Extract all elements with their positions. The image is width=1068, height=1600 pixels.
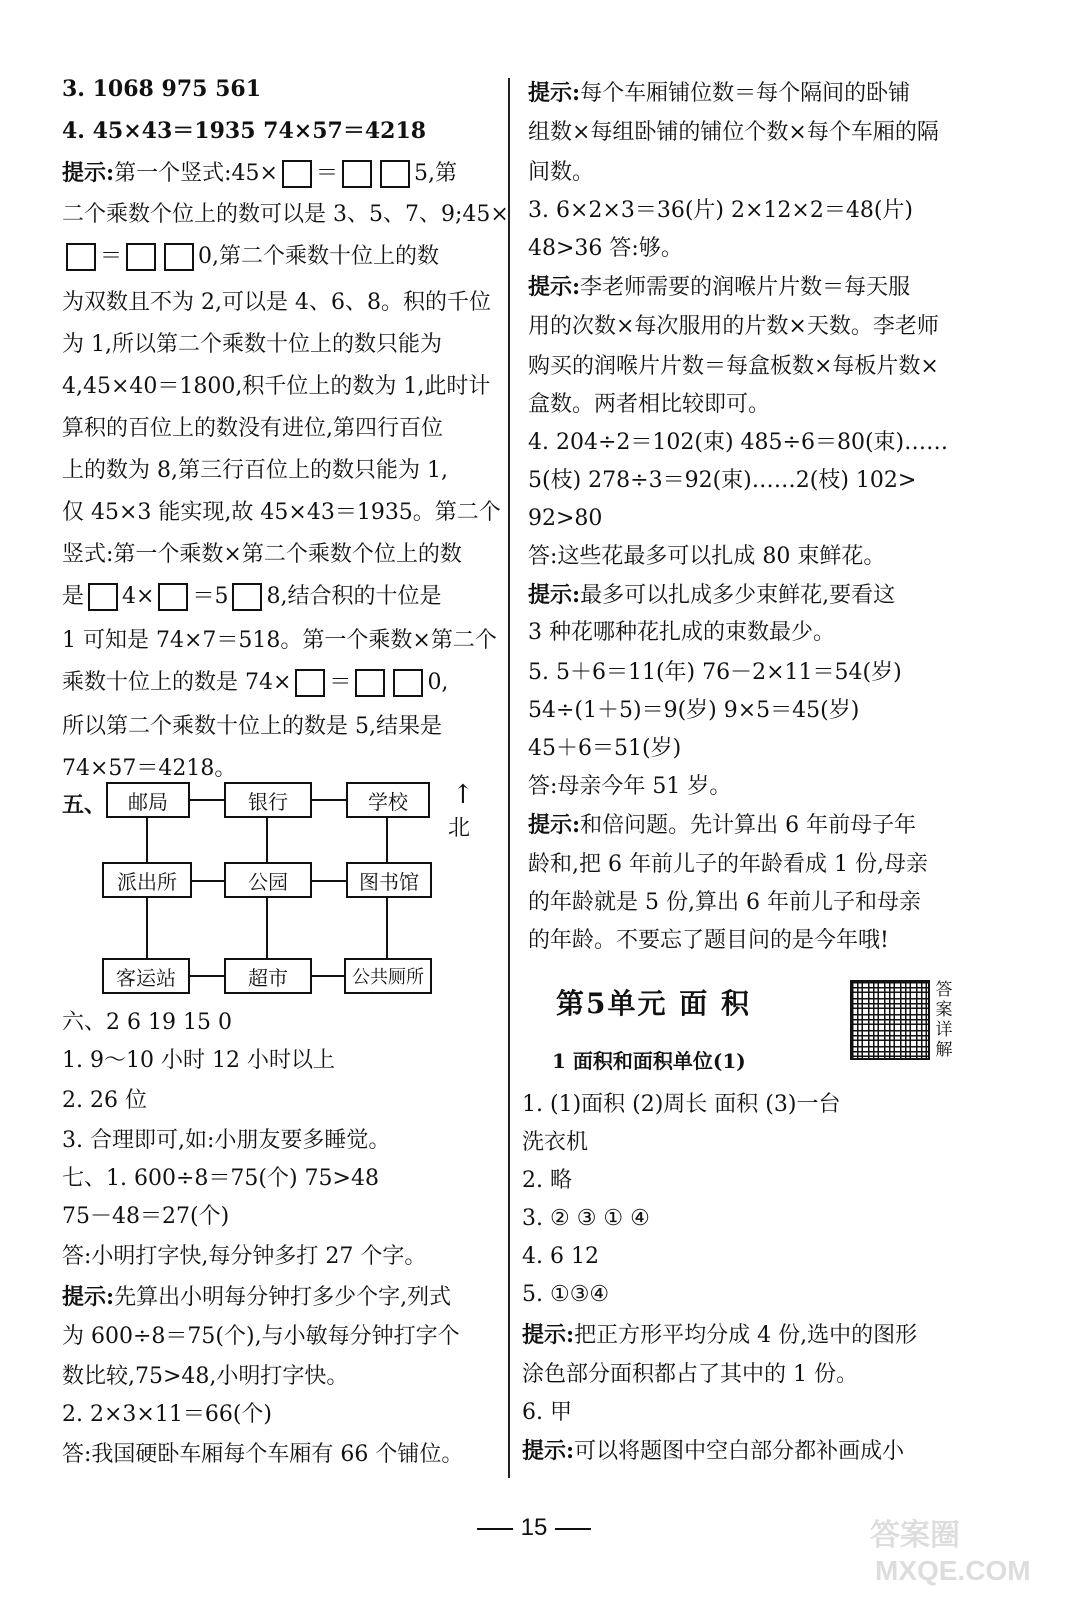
text-line: 购买的润喉片片数＝每盒板数×每板片数× (528, 354, 939, 379)
blank-box (164, 243, 194, 271)
text-line: 45＋6＝51(岁) (528, 736, 682, 761)
text-line: 用的次数×每次服用的片数×天数。李老师 (528, 314, 939, 339)
text-line: 的年龄就是 5 份,算出 6 年前儿子和母亲 (528, 890, 921, 915)
text-line: 75－48＝27(个) (62, 1204, 230, 1229)
section-5-label: 五、 (62, 792, 107, 818)
text-line: 洗衣机 (522, 1130, 589, 1155)
answer-6-1: 1. 9～10 小时 12 小时以上 (62, 1048, 335, 1073)
map-connector (188, 880, 224, 882)
map-connector (188, 799, 224, 801)
map-node-bank: 银行 (224, 782, 312, 818)
text-line: 提示:可以将题图中空白部分都补画成小 (522, 1438, 905, 1464)
answer-6-2: 2. 26 位 (62, 1088, 147, 1113)
north-arrow-icon: ↑ (452, 780, 474, 810)
answer-2: 2. 略 (522, 1168, 572, 1193)
map-connector (146, 898, 148, 958)
watermark-logo: 答案圈 (870, 1518, 960, 1553)
answer-3: 3. ② ③ ① ④ (522, 1206, 650, 1231)
text-line: 提示:先算出小明每分钟打多少个字,列式 (62, 1284, 452, 1310)
text-line: 竖式:第一个乘数×第二个乘数个位上的数 (62, 542, 462, 567)
text-line: 组数×每组卧铺的铺位个数×每个车厢的隔 (528, 120, 939, 145)
text-line: 为 1,所以第二个乘数十位上的数只能为 (62, 332, 442, 357)
blank-box (393, 669, 423, 697)
text-line: 盒数。两者相比较即可。 (528, 392, 771, 417)
map-node-park: 公园 (224, 862, 312, 898)
answer-6: 六、2 6 19 15 0 (62, 1010, 232, 1035)
text-line: 92>80 (528, 506, 603, 531)
answer-5: 5. 5＋6＝11(年) 76－2×11＝54(岁) (528, 660, 902, 685)
text-line: 间数。 (528, 160, 595, 185)
text-line: 74×57＝4218。 (62, 756, 237, 781)
qr-code-icon[interactable] (850, 980, 930, 1060)
text-line: 48>36 答:够。 (528, 236, 683, 261)
answer-6: 6. 甲 (522, 1400, 572, 1425)
answer-7-1: 七、1. 600÷8＝75(个) 75>48 (62, 1166, 379, 1191)
blank-box (66, 243, 96, 271)
dash-icon (555, 1528, 591, 1530)
blank-box (126, 243, 156, 271)
blank-box (342, 160, 372, 188)
map-connector (312, 975, 348, 977)
text-line: 为双数且不为 2,可以是 4、6、8。积的千位 (62, 290, 491, 315)
blank-box (355, 669, 385, 697)
map-connector (188, 975, 224, 977)
dash-icon (477, 1528, 513, 1530)
map-node-police: 派出所 (102, 862, 192, 898)
text-line: 龄和,把 6 年前儿子的年龄看成 1 份,母亲 (528, 852, 928, 877)
answer-4: 4. 45×43＝1935 74×57＝4218 (62, 118, 427, 144)
answer-5: 5. ①③④ (522, 1282, 610, 1307)
blank-box (282, 160, 312, 188)
blank-box (158, 583, 188, 611)
text-line: 5(枝) 278÷3＝92(束)……2(枝) 102> (528, 468, 917, 493)
text-line: 3 种花哪种花扎成的束数最少。 (528, 620, 835, 645)
text-line: 1 可知是 74×7＝518。第一个乘数×第二个 (62, 628, 497, 653)
text-line: 提示:李老师需要的润喉片片数＝每天服 (528, 274, 911, 300)
map-connector (386, 818, 388, 862)
text-line: 数比较,75>48,小明打字快。 (62, 1364, 349, 1389)
text-line: 4,45×40＝1800,积千位上的数为 1,此时计 (62, 374, 491, 399)
text-line: 仅 45×3 能实现,故 45×43＝1935。第二个 (62, 500, 501, 525)
text-line: 是 4× ＝5 8,结合积的十位是 (62, 584, 442, 609)
text-line: 提示:每个车厢铺位数＝每个隔间的卧铺 (528, 80, 911, 106)
blank-box (295, 669, 325, 697)
text-line: 为 600÷8＝75(个),与小敏每分钟打字个 (62, 1324, 460, 1349)
blank-box (88, 583, 118, 611)
text-line: 答:我国硬卧车厢每个车厢有 66 个铺位。 (62, 1442, 464, 1467)
text-line: 乘数十位上的数是 74× ＝ 0, (62, 670, 449, 695)
text-line: 提示:和倍问题。先计算出 6 年前母子年 (528, 812, 917, 838)
map-connector (312, 880, 348, 882)
column-divider (508, 78, 510, 1478)
text-line: 54÷(1＋5)＝9(岁) 9×5＝45(岁) (528, 698, 860, 723)
text-line: 答:小明打字快,每分钟多打 27 个字。 (62, 1244, 427, 1269)
unit-title: 第5单元 面 积 (556, 987, 751, 1020)
map-node-toilet: 公共厕所 (344, 958, 432, 994)
text-line: 上的数为 8,第三行百位上的数只能为 1, (62, 458, 448, 483)
map-connector (266, 898, 268, 958)
map-connector (312, 799, 348, 801)
hint-line: 提示:第一个竖式:45× ＝ 5,第 (62, 160, 457, 186)
answer-6-3: 3. 合理即可,如:小朋友要多睡觉。 (62, 1128, 391, 1153)
blank-box (380, 160, 410, 188)
answer-7-2: 2. 2×3×11＝66(个) (62, 1402, 272, 1427)
text-line: 所以第二个乘数十位上的数是 5,结果是 (62, 714, 442, 739)
map-node-market: 超市 (224, 958, 312, 994)
answer-4: 4. 204÷2＝102(束) 485÷6＝80(束)…… (528, 430, 949, 455)
map-connector (146, 818, 148, 862)
text-line: 提示:把正方形平均分成 4 份,选中的图形 (522, 1322, 918, 1348)
map-node-school: 学校 (346, 782, 430, 818)
answer-1: 1. (1)面积 (2)周长 面积 (3)一台 (522, 1092, 841, 1117)
answer-3: 3. 1068 975 561 (62, 76, 262, 102)
text-line: 的年龄。不要忘了题目问的是今年哦! (528, 928, 889, 953)
answer-4: 4. 6 12 (522, 1244, 599, 1269)
text-line: 提示:最多可以扎成多少束鲜花,要看这 (528, 582, 896, 608)
blank-box (232, 583, 262, 611)
north-label: 北 (448, 816, 471, 841)
text-line: 算积的百位上的数没有进位,第四行百位 (62, 416, 443, 441)
map-node-station: 客运站 (102, 958, 190, 994)
map-connector (386, 898, 388, 958)
text-line: 答:这些花最多可以扎成 80 束鲜花。 (528, 544, 886, 569)
page-number: 15 (0, 1514, 1068, 1542)
lesson-title: 1 面积和面积单位(1) (552, 1049, 746, 1073)
text-line: ＝ 0,第二个乘数十位上的数 (62, 242, 439, 272)
text-line: 涂色部分面积都占了其中的 1 份。 (522, 1362, 858, 1387)
answer-3: 3. 6×2×3＝36(片) 2×12×2＝48(片) (528, 198, 914, 223)
map-node-post: 邮局 (106, 782, 190, 818)
text-line: 答:母亲今年 51 岁。 (528, 774, 732, 799)
watermark-url: MXQE.COM (875, 1555, 1031, 1586)
map-node-library: 图书馆 (346, 862, 432, 898)
text-line: 二个乘数个位上的数可以是 3、5、7、9;45× (62, 202, 509, 227)
map-connector (266, 818, 268, 862)
